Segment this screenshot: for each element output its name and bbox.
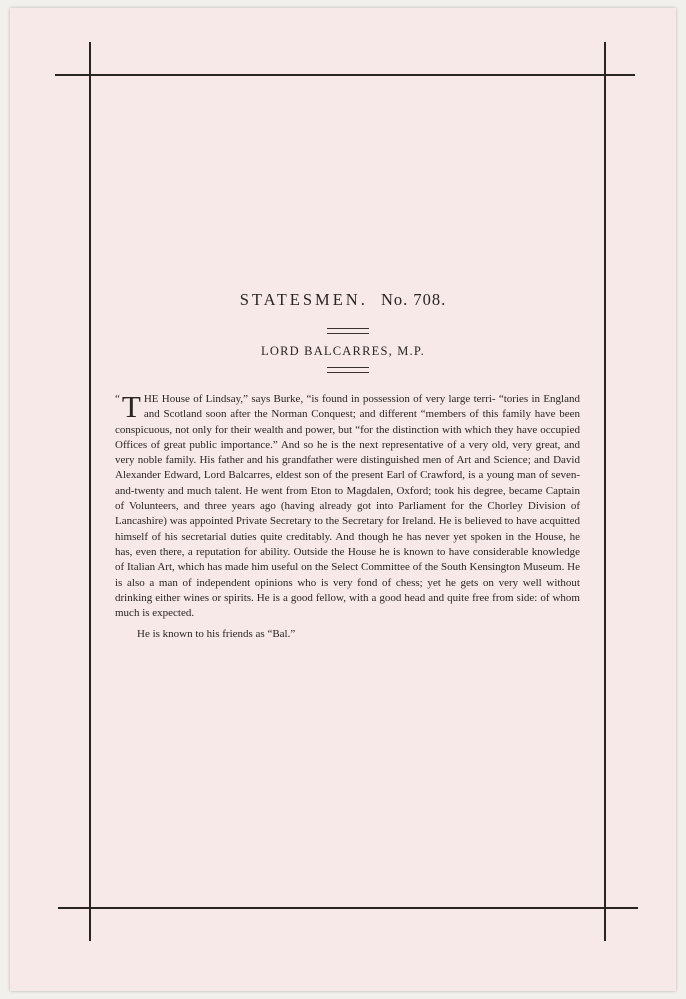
article-body	[115, 389, 580, 643]
page-title	[0, 290, 686, 310]
opening-quote: “	[115, 393, 120, 405]
subtitle-double-rule	[327, 367, 369, 373]
paragraph-1-text: HE House of Lindsay,” says Burke, “is found in possession of very large terri- “tories in England and Scotland soon after the Norman Conquest; and different “members of this family have been conspicuous, not only for their wealth and power, but “for the distinction with which they have occupied Offices of great public importance.” And so he is the next representative of a very old, very great, and very noble family. His father and his grandfather were distinguished men of Art and Science; and David Alexander Edward, Lord Balcarres, eldest son of the present Earl of Crawford, is a young man of seven-and-twenty and much talent. He went from Eton to Magdalen, Oxford; took his degree, became Captain of Volunteers, and three years ago (having already got into Parliament for the Chorley Division of Lancashire) was appointed Private Secretary to the Secretary for Ireland. He is believed to have acquitted himself of his secretarial duties quite creditably. And though he has never yet spoken in the House, he has, even there, a reputation for ability. Outside the House he is known to have considerable knowledge of Italian Art, which has made him useful on the Select Committee of the South Kensington Museum. He is also a man of independent opinions who is very fond of chess; yet he gets on very well without drinking either wines or spirits. He is a good fellow, with a good head and quite free from side: of whom much is expected.	[115, 393, 580, 620]
paragraph-2: He is known to his friends as “Bal.”	[137, 628, 296, 641]
bottom-border-rule	[58, 907, 638, 909]
title-double-rule	[327, 328, 369, 334]
top-border-rule	[55, 74, 635, 76]
paragraph-1	[115, 389, 580, 621]
subject-name: LORD BALCARRES, M.P.	[261, 344, 425, 358]
drop-cap: T	[121, 389, 141, 424]
issue-number: No. 708.	[380, 290, 447, 309]
title-text: STATESMEN.	[239, 290, 368, 309]
right-border-rule	[604, 42, 606, 941]
left-border-rule	[89, 42, 91, 941]
